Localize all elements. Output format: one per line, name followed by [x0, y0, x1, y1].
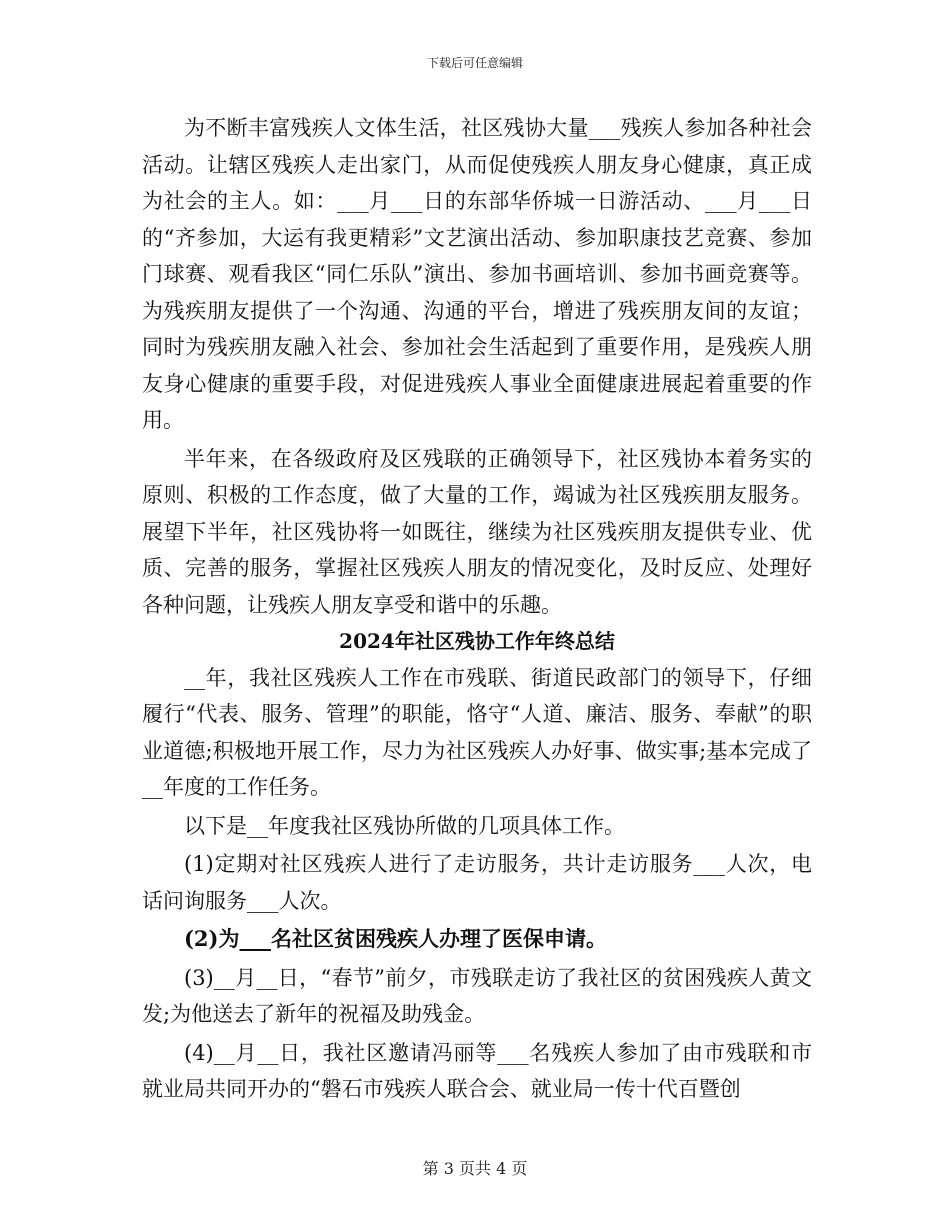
list-item: (3)__月__日，“春节”前夕，市残联走访了我社区的贫困残疾人黄文发;为他送去了新年的祝福及助残金。	[142, 965, 812, 1026]
list-item: (2)为___名社区贫困残疾人办理了医保申请。	[184, 926, 607, 951]
list-item: (1)定期对社区残疾人进行了走访服务，共计走访服务___人次，电话问询服务___人次。	[142, 852, 812, 913]
paragraph: 半年来，在各级政府及区残联的正确领导下，社区残协本着务实的原则、积极的工作态度，做了大量的工作，竭诚为社区残疾朋友服务。展望下半年，社区残协将一如既往，继续为社区残疾朋友提供专业、优质、完善的服务，掌握社区残疾人朋友的情况变化，及时反应、处理好各种问题，让残疾人朋友享受和谐中的乐趣。	[142, 446, 812, 617]
page-footer: 第 3 页共 4 页	[422, 1159, 528, 1178]
paragraph: 以下是__年度我社区残协所做的几项具体工作。	[184, 813, 625, 838]
page-header: 下载后可任意编辑	[426, 56, 523, 70]
paragraph: 为不断丰富残疾人文体生活，社区残协大量___残疾人参加各种社会活动。让辖区残疾人走出家门，从而促使残疾人朋友身心健康，真正成为社会的主人。如：___月___日的东部华侨城一日游活动、___月___日的“齐参加，大运有我更精彩”文艺演出活动、参加职康技艺竞赛、参加门球赛、观看我区“同仁乐队”演出、参加书画培训、参加书画竞赛等。为残疾朋友提供了一个沟通、沟通的平台，增进了残疾朋友间的友谊；同时为残疾朋友融入社会、参加社会生活起到了重要作用，是残疾人朋友身心健康的重要手段，对促进残疾人事业全面健康进展起着重要的作用。	[142, 116, 812, 432]
section-title: 2024年社区残协工作年终总结	[339, 629, 615, 653]
paragraph: __年，我社区残疾人工作在市残联、街道民政部门的领导下，仔细履行“代表、服务、管理”的职能，恪守“人道、廉洁、服务、奉献”的职业道德;积极地开展工作，尽力为社区残疾人办好事、做实事;基本完成了__年度的工作任务。	[142, 665, 812, 799]
document-body	[142, 110, 812, 1108]
list-item: (4)__月__日，我社区邀请冯丽等___名残疾人参加了由市残联和市就业局共同开办的“磐石市残疾人联合会、就业局一传十代百暨创	[142, 1040, 812, 1101]
